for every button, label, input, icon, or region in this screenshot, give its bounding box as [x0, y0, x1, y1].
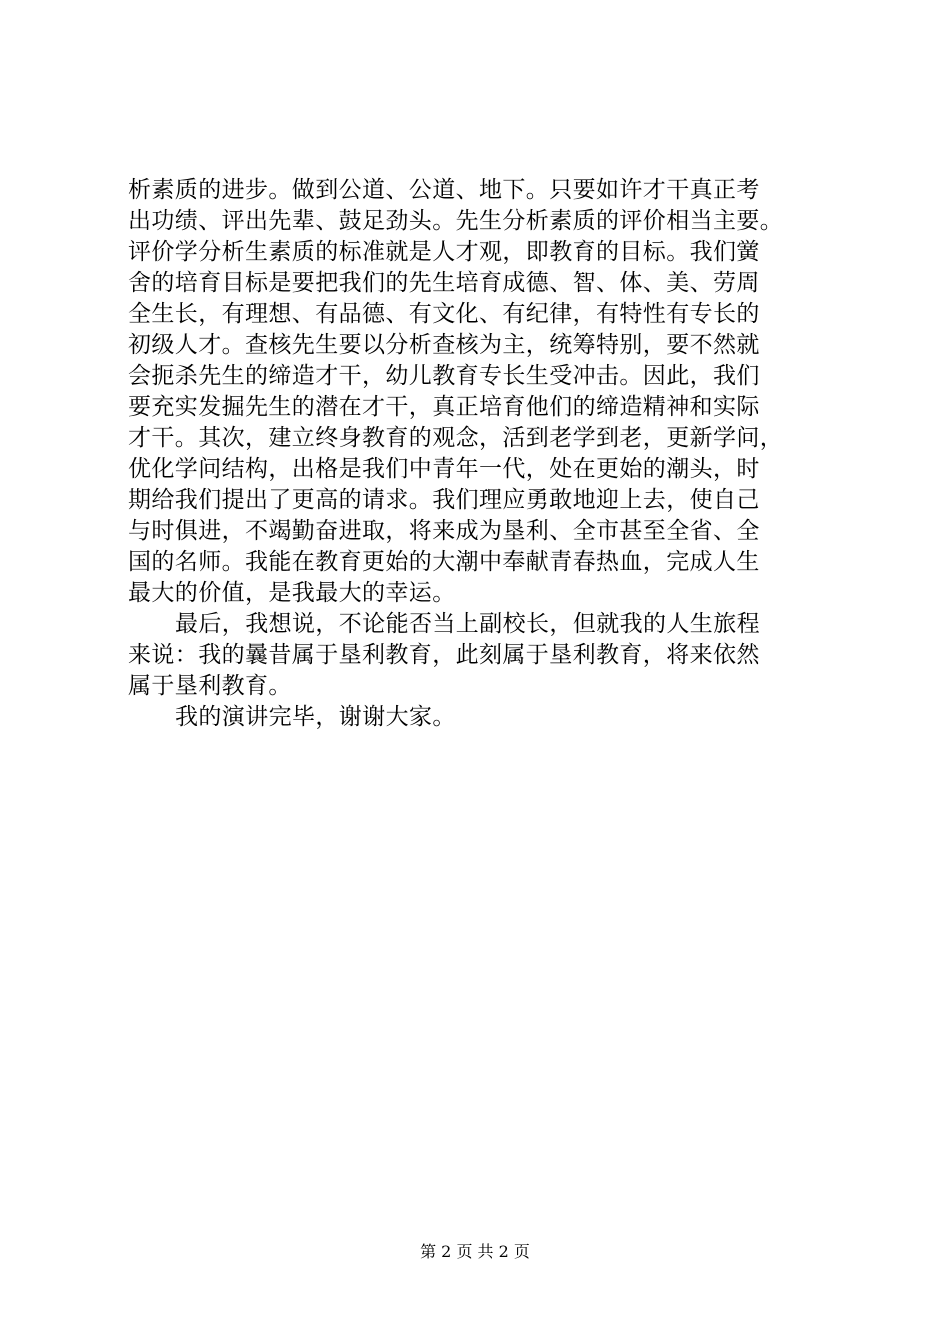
text-line: 会扼杀先生的缔造才干，幼儿教育专长生受冲击。因此，我们 [128, 363, 760, 389]
text-line: 来说：我的曩昔属于垦利教育，此刻属于垦利教育，将来依然 [128, 642, 760, 668]
text-line: 国的名师。我能在教育更始的大潮中奉献青春热血，完成人生 [128, 549, 760, 575]
text-line: 期给我们提出了更高的请求。我们理应勇敢地迎上去，使自己 [128, 487, 760, 513]
text-line: 最大的价值，是我最大的幸运。 [128, 580, 456, 606]
page-number-footer: 第 2 页 共 2 页 [420, 1242, 530, 1261]
text-line: 才干。其次，建立终身教育的观念，活到老学到老，更新学问， [128, 425, 784, 451]
text-line: 属于垦利教育。 [128, 673, 292, 699]
document-body [128, 175, 833, 733]
text-line: 优化学问结构，出格是我们中青年一代，处在更始的潮头，时 [128, 456, 760, 482]
text-line: 出功绩、评出先辈、鼓足劲头。先生分析素质的评价相当主要。 [128, 208, 784, 234]
paragraph-first-line: 最后，我想说，不论能否当上副校长，但就我的人生旅程 [175, 611, 760, 637]
text-line: 析素质的进步。做到公道、公道、地下。只要如许才干真正考 [128, 177, 760, 203]
text-line: 初级人才。查核先生要以分析查核为主，统筹特别，要不然就 [128, 332, 760, 358]
text-line: 要充实发掘先生的潜在才干，真正培育他们的缔造精神和实际 [128, 394, 760, 420]
text-line: 评价学分析生素质的标准就是人才观，即教育的目标。我们黉 [128, 239, 760, 265]
closing-line: 我的演讲完毕，谢谢大家。 [175, 704, 456, 730]
text-line: 全生长，有理想、有品德、有文化、有纪律，有特性有专长的 [128, 301, 760, 327]
text-line: 舍的培育目标是要把我们的先生培育成德、智、体、美、劳周 [128, 270, 760, 296]
text-line: 与时俱进，不竭勤奋进取，将来成为垦利、全市甚至全省、全 [128, 518, 760, 544]
